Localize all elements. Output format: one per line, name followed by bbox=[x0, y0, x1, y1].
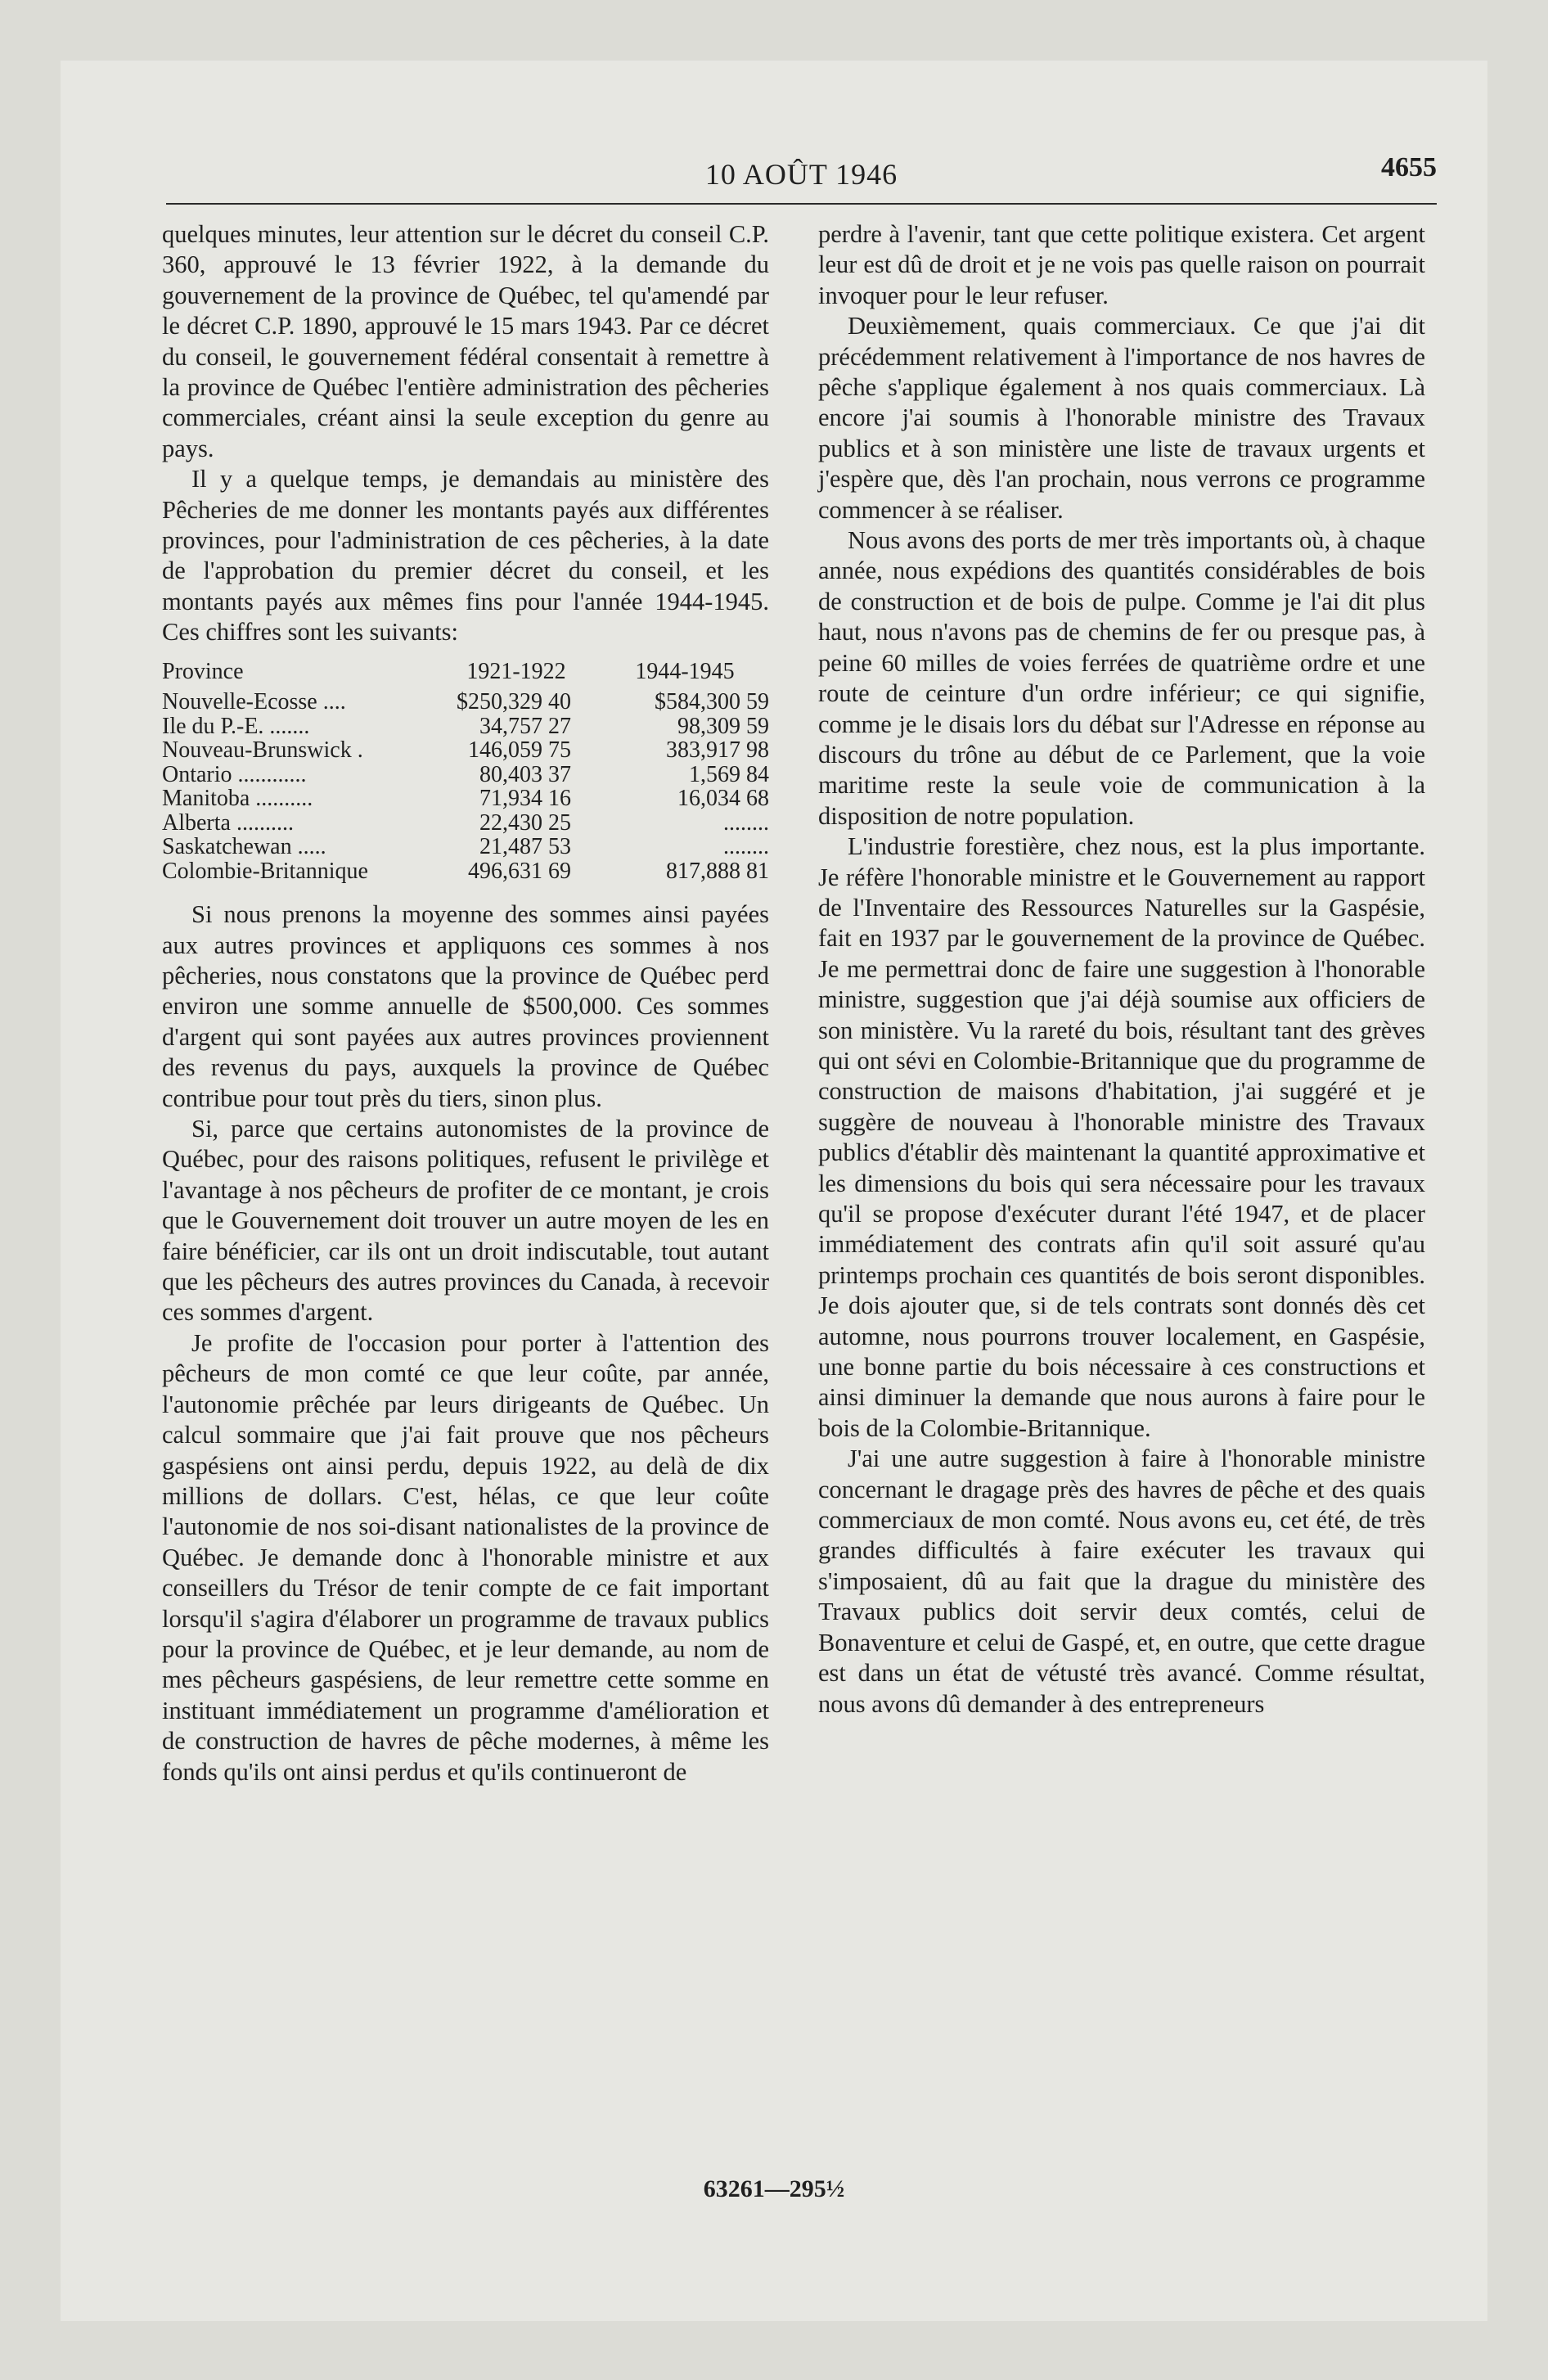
cell-amount-1945: ........ bbox=[723, 809, 769, 836]
cell-amount-1922: 22,430 25 bbox=[479, 809, 571, 836]
paragraph: perdre à l'avenir, tant que cette politique existera. Cet argent leur est dû de droit et je ne vois pas quelle raison on pourrait invoquer pour le leur refuser. bbox=[818, 220, 1425, 309]
paragraph: Je profite de l'occasion pour porter à l'attention des pêcheurs de mon comté ce que leur coûte, par année, l'autonomie prêchée par leurs dirigeants de Québec. Un calcul sommaire que j'ai fait prouve que nos pêcheurs gaspésiens ont ainsi perdu, depuis 1922, au delà de dix millions de dollars. C'est, hélas, ce que leur coûte l'autonomie de nos soi-disant nationalistes de la province de Québec. Je demande donc à l'honorable ministre et aux conseillers du Trésor de tenir compte de ce fait important lorsqu'il s'agira d'élaborer un programme de travaux publics pour la province de Québec, et je leur demande, au nom de mes pêcheurs gaspésiens, de leur remettre cette somme en instituant immédiatement un programme d'amélioration et de construction de havres de pêche modernes, à même les fonds qu'ils ont ainsi perdus et qu'ils continueront de bbox=[162, 1328, 769, 1786]
header-1944-1945: 1944-1945 bbox=[635, 658, 735, 684]
cell-amount-1922: 146,059 75 bbox=[468, 737, 571, 764]
right-column bbox=[818, 219, 1425, 1720]
paragraph: Deuxièmement, quais commerciaux. Ce que j'ai dit précédemment relativement à l'importance de nos havres de pêche s'applique également à nos quais commerciaux. Là encore j'ai soumis à l'honorable ministre des Travaux publics et à son ministère une liste de travaux urgents et j'espère que, dès l'an prochain, nous verrons ce programme commencer à se réaliser. bbox=[818, 312, 1425, 524]
table-row bbox=[162, 763, 769, 787]
paragraph: L'industrie forestière, chez nous, est la plus importante. Je réfère l'honorable ministre et le Gouvernement au rapport de l'Inventaire des Ressources Naturelles sur la Gaspésie, fait en 1937 par le gouvernement de la province de Québec. Je me permettrai donc de faire une suggestion à l'honorable ministre, suggestion que j'ai déjà soumise aux officiers de son ministère. Vu la rareté du bois, résultant tant des grèves qui ont sévi en Colombie-Britannique que du programme de construction de maisons d'habitation, j'ai suggéré et je suggère de nouveau à l'honorable ministre des Travaux publics d'établir dès maintenant la quantité approximative et les dimensions du bois qui sera nécessaire pour les travaux qu'il se propose d'exécuter durant l'été 1947, et de placer immédiatement des contrats afin qu'il soit assuré qu'au printemps prochain ces quantités de bois seront disponibles. Je dois ajouter que, si de tels contrats sont donnés dès cet automne, nous pourrons trouver localement, en Gaspésie, une bonne partie du bois nécessaire à ces constructions et ainsi diminuer la demande que nous aurons à faire pour le bois de la Colombie-Britannique. bbox=[818, 832, 1425, 1442]
page-header bbox=[166, 152, 1437, 193]
cell-amount-1945: 383,917 98 bbox=[666, 737, 769, 764]
left-column bbox=[162, 219, 769, 1787]
table-row bbox=[162, 859, 769, 884]
cell-province: Nouvelle-Ecosse .... bbox=[162, 689, 346, 715]
paragraph: Si nous prenons la moyenne des sommes ainsi payées aux autres provinces et appliquons ces sommes à nos pêcheries, nous constatons que la province de Québec perd environ une somme annuelle de $500,000. Ces sommes d'argent qui sont payées aux autres provinces proviennent des revenus du pays, auxquels la province de Québec contribue pour tout près du tiers, sinon plus. bbox=[162, 900, 769, 1112]
cell-amount-1922: $250,329 40 bbox=[457, 689, 571, 715]
cell-province: Alberta .......... bbox=[162, 809, 294, 836]
cell-province: Ile du P.-E. ....... bbox=[162, 713, 310, 739]
page-footer-reference: 63261—295½ bbox=[703, 2175, 845, 2202]
table-row bbox=[162, 738, 769, 763]
cell-amount-1945: ........ bbox=[723, 834, 769, 860]
table-row bbox=[162, 787, 769, 811]
table-row bbox=[162, 835, 769, 859]
cell-amount-1922: 80,403 37 bbox=[479, 761, 571, 787]
table-row bbox=[162, 714, 769, 739]
cell-province: Saskatchewan ..... bbox=[162, 834, 326, 860]
page-date: 10 AOÛT 1946 bbox=[704, 158, 898, 191]
cell-amount-1945: 98,309 59 bbox=[677, 713, 769, 739]
cell-amount-1922: 496,631 69 bbox=[468, 858, 571, 884]
paragraph: quelques minutes, leur attention sur le décret du conseil C.P. 360, approuvé le 13 février 1922, à la demande du gouvernement de la province de Québec, tel qu'amendé par le décret C.P. 1890, approuvé le 15 mars 1943. Par ce décret du conseil, le gouvernement fédéral consentait à remettre à la province de Québec l'entière administration des pêcheries commerciales, créant ainsi la seule exception du genre au pays. bbox=[162, 220, 769, 462]
paragraph: Nous avons des ports de mer très importants où, à chaque année, nous expédions des quantités considérables de bois de construction et de bois de pulpe. Comme je l'ai dit plus haut, nous n'avons pas de chemins de fer ou presque pas, à peine 60 milles de voies ferrées de quatrième ordre et une route de ceinture d'un ordre inférieur; ce qui signifie, comme je le disais lors du débat sur l'Adresse en réponse au discours du trône au début de ce Parlement, que la voie maritime reste la seule voie de communication à la disposition de notre population. bbox=[818, 526, 1425, 830]
header-province: Province bbox=[162, 658, 244, 684]
cell-amount-1945: 1,569 84 bbox=[689, 761, 769, 787]
table-row bbox=[162, 811, 769, 836]
page-number: 4655 bbox=[1381, 152, 1437, 183]
cell-province: Colombie-Britannique bbox=[162, 858, 368, 884]
cell-amount-1945: 817,888 81 bbox=[666, 858, 769, 884]
cell-amount-1922: 71,934 16 bbox=[479, 786, 571, 812]
payments-table bbox=[162, 660, 769, 884]
paragraph: Si, parce que certains autonomistes de la province de Québec, pour des raisons politiques, refusent le privilège et l'avantage à nos pêcheurs de profiter de ce montant, je crois que le Gouvernement doit trouver un autre moyen de les en faire bénéficier, car ils ont un droit indiscutable, tout autant que les pêcheurs des autres provinces du Canada, à recevoir ces sommes d'argent. bbox=[162, 1115, 769, 1327]
paragraph: J'ai une autre suggestion à faire à l'honorable ministre concernant le dragage près des havres de pêche et des quais commerciaux de mon comté. Nous avons eu, cet été, de très grandes difficultés à faire exécuter les travaux qui s'imposaient, dû au fait que la drague du ministère des Travaux publics doit servir deux comtés, celui de Bonaventure et celui de Gaspé, et, en outre, que cette drague est dans un état de vétusté très avancé. Comme résultat, nous avons dû demander à des entrepreneurs bbox=[818, 1445, 1425, 1718]
cell-amount-1945: $584,300 59 bbox=[655, 689, 769, 715]
cell-amount-1922: 34,757 27 bbox=[479, 713, 571, 739]
paragraph: Il y a quelque temps, je demandais au ministère des Pêcheries de me donner les montants payés aux différentes provinces, pour l'administration de ces pêcheries, à la date de l'approbation du premier décret du conseil, et les montants payés aux mêmes fins pour l'année 1944-1945. Ces chiffres sont les suivants: bbox=[162, 465, 769, 647]
cell-province: Manitoba .......... bbox=[162, 786, 313, 812]
header-1921-1922: 1921-1922 bbox=[466, 658, 566, 684]
table-row bbox=[162, 690, 769, 714]
cell-amount-1922: 21,487 53 bbox=[479, 834, 571, 860]
cell-province: Ontario ............ bbox=[162, 761, 307, 787]
header-rule bbox=[166, 203, 1437, 205]
cell-amount-1945: 16,034 68 bbox=[677, 786, 769, 812]
table-header-row bbox=[162, 660, 769, 691]
cell-province: Nouveau-Brunswick . bbox=[162, 737, 363, 764]
